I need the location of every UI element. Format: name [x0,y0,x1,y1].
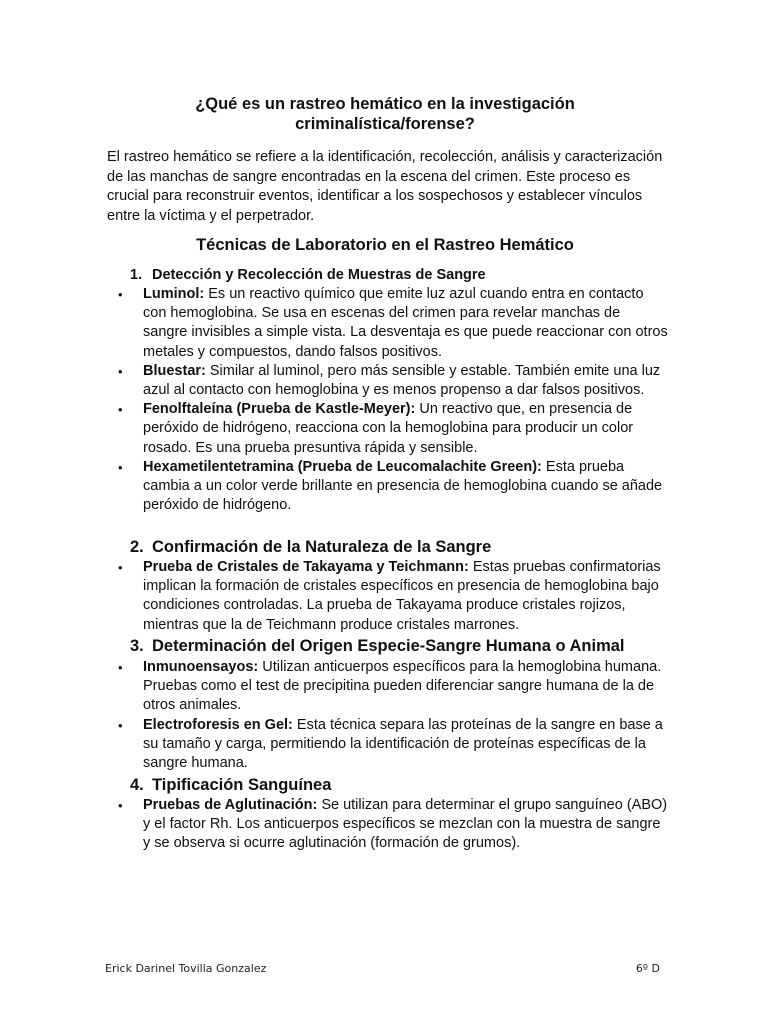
bullet-icon: • [118,287,123,302]
item-text: Utilizan anticuerpos específicos para la hemoglobina humana. Pruebas como el test de precipitina pueden diferenciar sangre humana de la de otros animales. [143,659,662,714]
bullet-list-2 [118,558,668,635]
bullet-icon: • [118,798,123,813]
item-term: Fenolftaleína (Prueba de Kastle-Meyer): [143,401,416,418]
section-heading-3 [130,636,625,656]
list-item [118,362,668,400]
list-item [118,285,668,362]
section-number: 4. [130,776,144,794]
bullet-list-3 [118,658,668,773]
section-heading-1 [130,266,486,284]
item-text: Es un reactivo químico que emite luz azul cuando entra en contacto con hemoglobina. Se usa en escenas del crimen para revelar manchas de sangre invisibles a simple vista. La desventaja es que puede reaccionar con otros metales y compuestos, dando falsos positivos. [143,286,668,360]
bullet-icon: • [118,660,123,675]
item-text: Estas pruebas confirmatorias implican la formación de cristales específicos en presencia de hemoglobina bajo condiciones controladas. La prueba de Takayama produce cristales rojizos, mientras que la de Teichmann produce cristales marrones. [143,559,661,633]
list-item [118,458,668,516]
section-number: 2. [130,538,144,556]
item-text: Similar al luminol, pero más sensible y estable. También emite una luz azul al contacto con hemoglobina y es menos propenso a dar falsos positivos. [143,362,661,399]
list-item [118,716,668,774]
list-item [118,796,668,854]
bullet-icon: • [118,459,123,475]
section-heading-text: Tipificación Sanguínea [152,776,332,794]
bullet-icon: • [118,560,123,575]
list-item [118,558,668,635]
bullet-list-1 [118,285,668,515]
item-term: Electroforesis en Gel: [143,716,293,733]
item-term: Inmunoensayos: [143,659,259,675]
intro-paragraph: El rastreo hemático se refiere a la identificación, recolección, análisis y caracterización de las manchas de sangre encontradas en la escena del crimen. Este proceso es crucial para reconstruir eventos, identificar a los sospechosos y establecer vínculos entre la víctima y el perpetrador. [107,149,663,224]
item-text: Se utilizan para determinar el grupo sanguíneo (ABO) y el factor Rh. Los anticuerpos específicos se mezclan con la muestra de sangre y se observa si ocurre aglutinación (formación de grumos). [143,797,668,852]
bullet-icon: • [118,717,123,733]
document-title: ¿Qué es un rastreo hemático en la investigación criminalística/forense? [195,95,575,133]
section-heading-4 [130,775,331,795]
item-term: Bluestar: [143,362,206,379]
section-heading-text: Detección y Recolección de Muestras de Sangre [152,267,486,283]
footer-grade: 6º D [635,962,660,975]
item-text: Esta técnica separa las proteínas de la sangre en base a su tamaño y carga, permitiendo la identificación de proteínas específicas de la sangre humana. [143,716,663,772]
section-heading-2 [130,537,491,557]
list-item [118,400,668,458]
section-heading-text: Determinación del Origen Especie-Sangre Humana o Animal [152,637,625,655]
bullet-list-4 [118,796,668,854]
section-heading-text: Confirmación de la Naturaleza de la Sangre [152,538,492,556]
section-number: 1. [130,267,143,283]
item-term: Hexametilentetramina (Prueba de Leucomalachite Green): [143,458,542,475]
section-number: 3. [130,637,144,655]
item-term: Prueba de Cristales de Takayama y Teichmann: [143,559,469,575]
item-text: Esta prueba cambia a un color verde brillante en presencia de hemoglobina cuando se añade peróxido de hidrógeno. [143,458,663,514]
bullet-icon: • [118,363,123,379]
item-term: Pruebas de Aglutinación: [143,797,318,813]
list-item [118,658,668,716]
item-text: Un reactivo que, en presencia de peróxido de hidrógeno, reacciona con la hemoglobina para producir un color rosado. Es una prueba presuntiva rápida y sensible. [143,401,634,456]
bullet-icon: • [118,402,123,418]
footer-author: Erick Darinel Tovilla Gonzalez [105,962,267,975]
item-term: Luminol: [143,286,205,302]
section-subtitle: Técnicas de Laboratorio en el Rastreo Hemático [196,236,574,254]
